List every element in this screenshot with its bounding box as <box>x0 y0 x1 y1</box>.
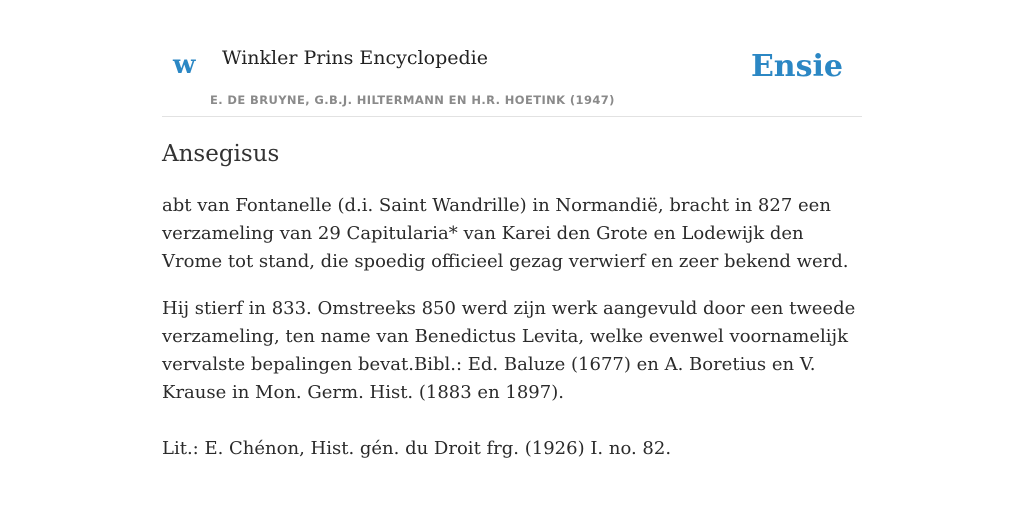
article-paragraph: abt van Fontanelle (d.i. Saint Wandrille) in Normandië, bracht in 827 een verzameling van 29 Capitularia* van Karei den Grote en Lodewijk den Vrome tot stand, die spoedig officieel gezag verwierf en zeer bekend werd. <box>162 195 849 272</box>
header <box>162 0 862 117</box>
publication-title[interactable]: Winkler Prins Encyclopedie <box>222 47 488 69</box>
article-body <box>162 192 862 463</box>
article-literature: Lit.: E. Chénon, Hist. gén. du Droit frg. (1926) I. no. 82. <box>162 438 672 459</box>
publication-authors: E. DE BRUYNE, G.B.J. HILTERMANN EN H.R. HOETINK (1947) <box>210 93 615 107</box>
article-title: Ansegisus <box>162 141 280 167</box>
article-paragraph: Hij stierf in 833. Omstreeks 850 werd zijn werk aangevuld door een tweede verzameling, ten name van Benedictus Levita, welke evenwel voornamelijk vervalste bepalingen bevat.Bibl.: Ed. Baluze (1677) en A. Boretius en V. Krause in Mon. Germ. Hist. (1883 en 1897). <box>162 298 856 403</box>
publication-logo-icon[interactable]: w <box>173 50 196 80</box>
page <box>162 0 862 459</box>
ensie-brand-link[interactable]: Ensie <box>750 49 843 84</box>
